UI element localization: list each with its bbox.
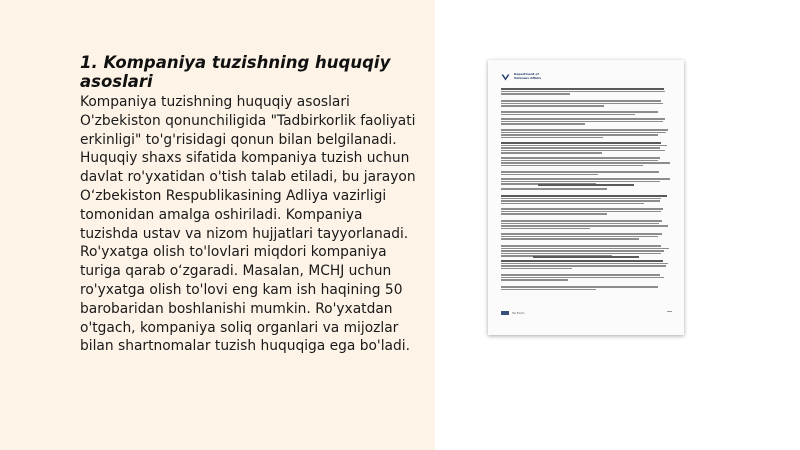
document-text-line bbox=[501, 142, 661, 144]
document-text-line bbox=[501, 208, 663, 210]
page-number-mark bbox=[667, 311, 672, 312]
document-text-line bbox=[501, 223, 659, 225]
document-text-line bbox=[501, 211, 661, 213]
document-text-line bbox=[501, 181, 660, 183]
document-text-line bbox=[501, 263, 668, 265]
agency-seal-icon bbox=[501, 73, 510, 82]
document-text-line bbox=[501, 174, 598, 176]
footer-logo-icon bbox=[501, 311, 509, 315]
document-text-line bbox=[501, 160, 658, 162]
document-text-line bbox=[501, 91, 665, 93]
document-text-line bbox=[533, 256, 639, 258]
document-text-line bbox=[501, 198, 661, 200]
document-text-line bbox=[501, 195, 667, 197]
slide-title: 1. Kompaniya tuzishning huquqiy asoslari bbox=[80, 53, 391, 91]
document-text-line bbox=[501, 121, 663, 123]
document-text-line bbox=[501, 233, 662, 235]
document-text-line bbox=[501, 279, 568, 281]
document-text-line bbox=[501, 178, 670, 180]
document-text-line bbox=[501, 248, 669, 250]
document-text-line bbox=[501, 100, 661, 102]
document-text-line bbox=[501, 123, 585, 125]
document-image bbox=[488, 60, 684, 335]
document-text-line bbox=[501, 111, 658, 113]
document-text-line bbox=[501, 200, 660, 202]
document-text-line bbox=[501, 238, 639, 240]
document-text-line bbox=[501, 203, 644, 205]
document-text-line bbox=[501, 88, 664, 90]
document-text-line bbox=[501, 274, 660, 276]
document-text-line bbox=[501, 188, 607, 190]
document-text-line bbox=[501, 165, 643, 167]
document-text-line bbox=[538, 184, 634, 186]
document-text-line bbox=[501, 129, 668, 131]
document-text-line bbox=[501, 225, 668, 227]
document-text-line bbox=[501, 253, 661, 255]
document-footer: VA Form bbox=[512, 311, 525, 315]
document-text-line bbox=[501, 220, 662, 222]
document-text-line bbox=[501, 277, 664, 279]
document-text-line bbox=[501, 93, 570, 95]
document-text-line bbox=[501, 152, 602, 154]
document-text-line bbox=[501, 157, 660, 159]
document-text-line bbox=[501, 134, 658, 136]
document-text-line bbox=[501, 268, 572, 270]
document-text-line bbox=[501, 162, 670, 164]
document-text-line bbox=[501, 105, 604, 107]
document-text-line bbox=[501, 103, 663, 105]
document-text-line bbox=[501, 145, 667, 147]
document-text-line bbox=[501, 286, 658, 288]
document-text-line bbox=[501, 137, 603, 139]
document-text-line bbox=[501, 289, 596, 291]
document-text-line bbox=[501, 236, 658, 238]
document-text-line bbox=[501, 114, 635, 116]
document-header: Department of Veterans Affairs bbox=[514, 72, 542, 80]
document-text-line bbox=[501, 147, 660, 149]
document-text-line bbox=[501, 250, 664, 252]
slide-body-text: Kompaniya tuzishning huquqiy asoslari O'zbekiston qonunchiligida "Tadbirkorlik faoliyati erkinligi" to'g'risidagi qonun bilan belgilanadi. Huquqiy shaxs sifatida kompaniya tuzish uchun davlat ro'yxatidan o'tish talab etiladi, bu jarayon O‘zbekiston Respublikasining Adliya vazirligi tomonidan amalga oshiriladi. Kompaniya tuzishda ustav va nizom hujjatlari tayyorlanadi. Ro'yxatga olish to'lovlari miqdori kompaniya turiga qarab o‘zgaradi. Masalan, MCHJ uchun ro'yxatga olish to'lovi eng kam ish haqining 50 barobaridan boshlanishi mumkin. Ro'yxatdan o'tgach, kompaniya soliq organlari va mijozlar bilan shartnomalar tuzish huquqiga ega bo'ladi. bbox=[80, 94, 416, 355]
document-text-line bbox=[501, 245, 661, 247]
document-text-line bbox=[501, 213, 607, 215]
document-text-line bbox=[501, 150, 665, 152]
document-text-line bbox=[501, 171, 659, 173]
document-text-line bbox=[501, 260, 663, 262]
document-text-line bbox=[501, 132, 666, 134]
document-text-line bbox=[501, 265, 666, 267]
document-text-line bbox=[501, 118, 665, 120]
document-text-line bbox=[501, 228, 590, 230]
